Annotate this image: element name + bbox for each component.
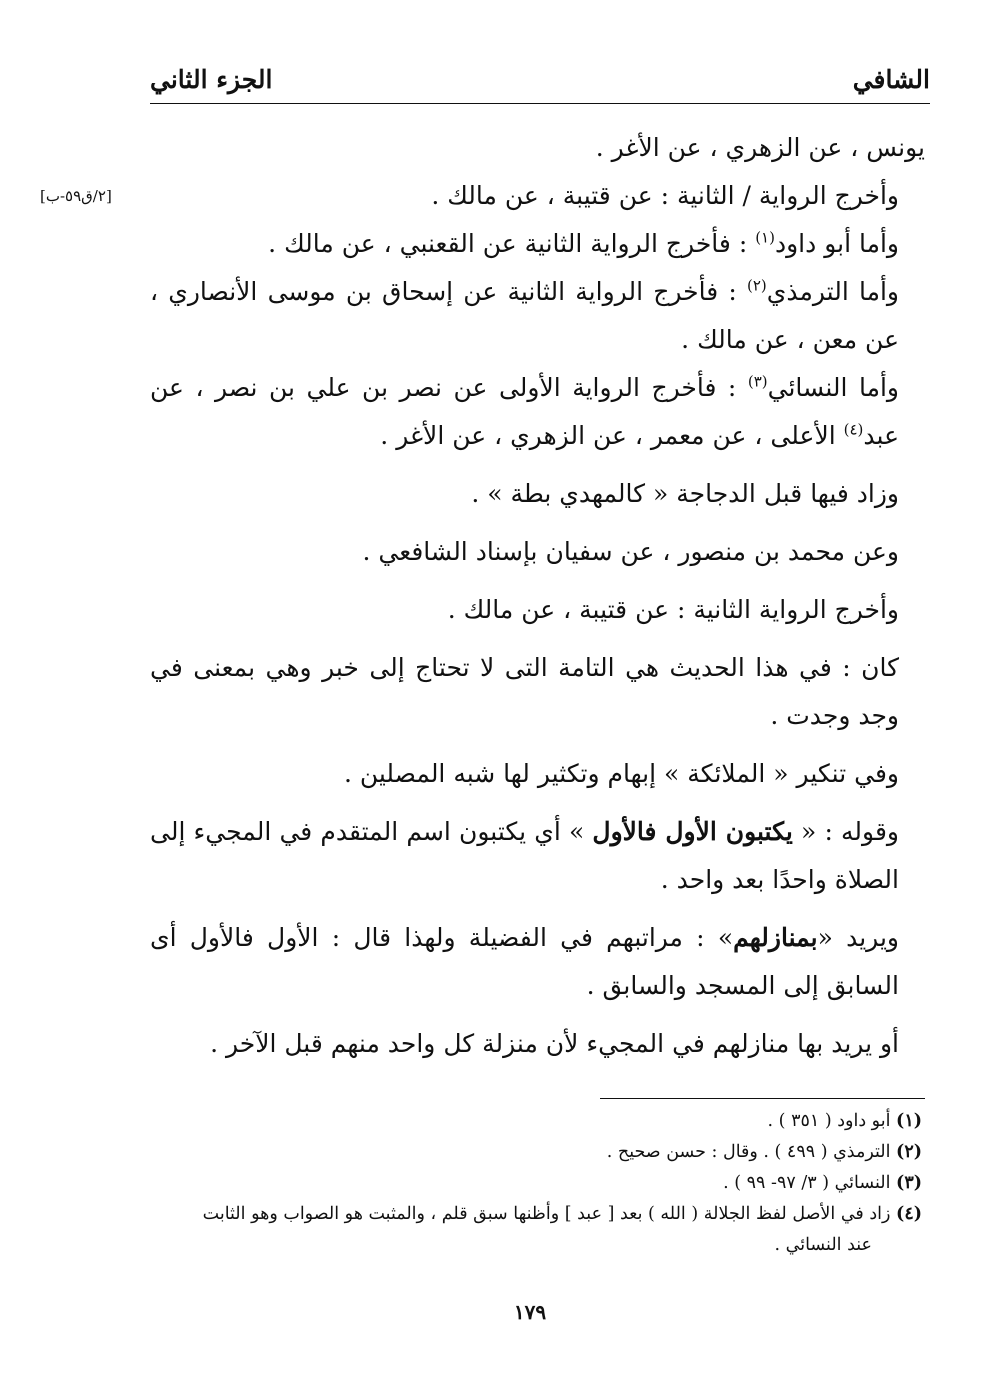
paragraph-13: أو يريد بها منازلهم في المجيء لأن منزلة كل واحد منهم قبل الآخر . — [210, 1029, 899, 1058]
footnote-ref: (١) — [755, 228, 775, 247]
paragraph-1: يونس ، عن الزهري ، عن الأغر . — [595, 133, 925, 162]
paragraph-7: وعن محمد بن منصور ، عن سفيان بإسناد الشافعي . — [362, 537, 899, 566]
paragraph-12: ويريد «بمنازلهم» : مراتبهم في الفضيلة ولهذا قال : الأول فالأول أى السابق إلى المسجد والسابق . — [150, 923, 899, 1000]
footnote-ref: (٤) — [843, 420, 864, 439]
running-header — [150, 52, 930, 98]
footnote-ref: (٢) — [747, 276, 767, 295]
paragraph-3: وأما أبو داود$^{(١)}$ : فأخرج الرواية الثانية عن القعنبي ، عن مالك . — [268, 228, 899, 258]
paragraph-4: وأما الترمذي$^{(٢)}$ : فأخرج الرواية الثانية عن إسحاق بن موسى الأنصاري ، عن معن ، عن مالك . — [150, 276, 899, 354]
footnotes — [150, 1106, 922, 1261]
paragraph-9: كان : في هذا الحديث هي التامة التى لا تحتاج إلى خبر وهي بمعنى في وجد وجدت . — [150, 653, 899, 730]
book-title: الشافي — [852, 65, 930, 94]
page-number: ١٧٩ — [513, 1300, 547, 1324]
footnote-4: (٤) زاد في الأصل لفظ الجلالة ( الله ) بعد [ عبد ] وأظنها سبق قلم ، والمثبت هو الصواب وهو الثابت — [202, 1204, 922, 1224]
paragraph-2: وأخرج الرواية / الثانية : عن قتيبة ، عن مالك . — [431, 181, 899, 210]
paragraph-6: وزاد فيها قبل الدجاجة « كالمهدي بطة » . — [471, 479, 899, 508]
footnote-3: (٣) النسائي ( ٣/ ٩٧- ٩٩ ) . — [723, 1173, 922, 1193]
paragraph-8: وأخرج الرواية الثانية : عن قتيبة ، عن مالك . — [447, 595, 899, 624]
hadith-quote: بمنازلهم — [733, 923, 818, 952]
manuscript-folio-note: [٢/ق٥٩-ب] — [40, 187, 112, 205]
footnote-4-continuation: عند النسائي . — [774, 1235, 872, 1255]
footnote-1: (١) أبو داود ( ٣٥١ ) . — [767, 1111, 922, 1131]
hadith-quote: يكتبون الأول فالأول — [592, 817, 793, 846]
volume-label: الجزء الثاني — [150, 65, 273, 94]
footnote-ref: (٣) — [747, 372, 768, 391]
paragraph-10: وفي تنكير « الملائكة » إبهام وتكثير لها شبه المصلين . — [343, 759, 899, 788]
footnote-rule — [600, 1098, 925, 1099]
paragraph-11: وقوله : « يكتبون الأول فالأول » أي يكتبون اسم المتقدم في المجيء إلى الصلاة واحدًا بعد واحد . — [150, 817, 899, 894]
header-rule — [150, 103, 930, 104]
footnote-2: (٢) الترمذي ( ٤٩٩ ) . وقال : حسن صحيح . — [606, 1142, 922, 1162]
paragraph-5: وأما النسائي$^{(٣)}$ : فأخرج الرواية الأولى عن نصر بن علي بن نصر ، عن عبد$^{(٤)}$ الأعلى ، عن معمر ، عن الزهري ، عن الأغر . — [150, 372, 900, 450]
body-text — [150, 124, 925, 1068]
